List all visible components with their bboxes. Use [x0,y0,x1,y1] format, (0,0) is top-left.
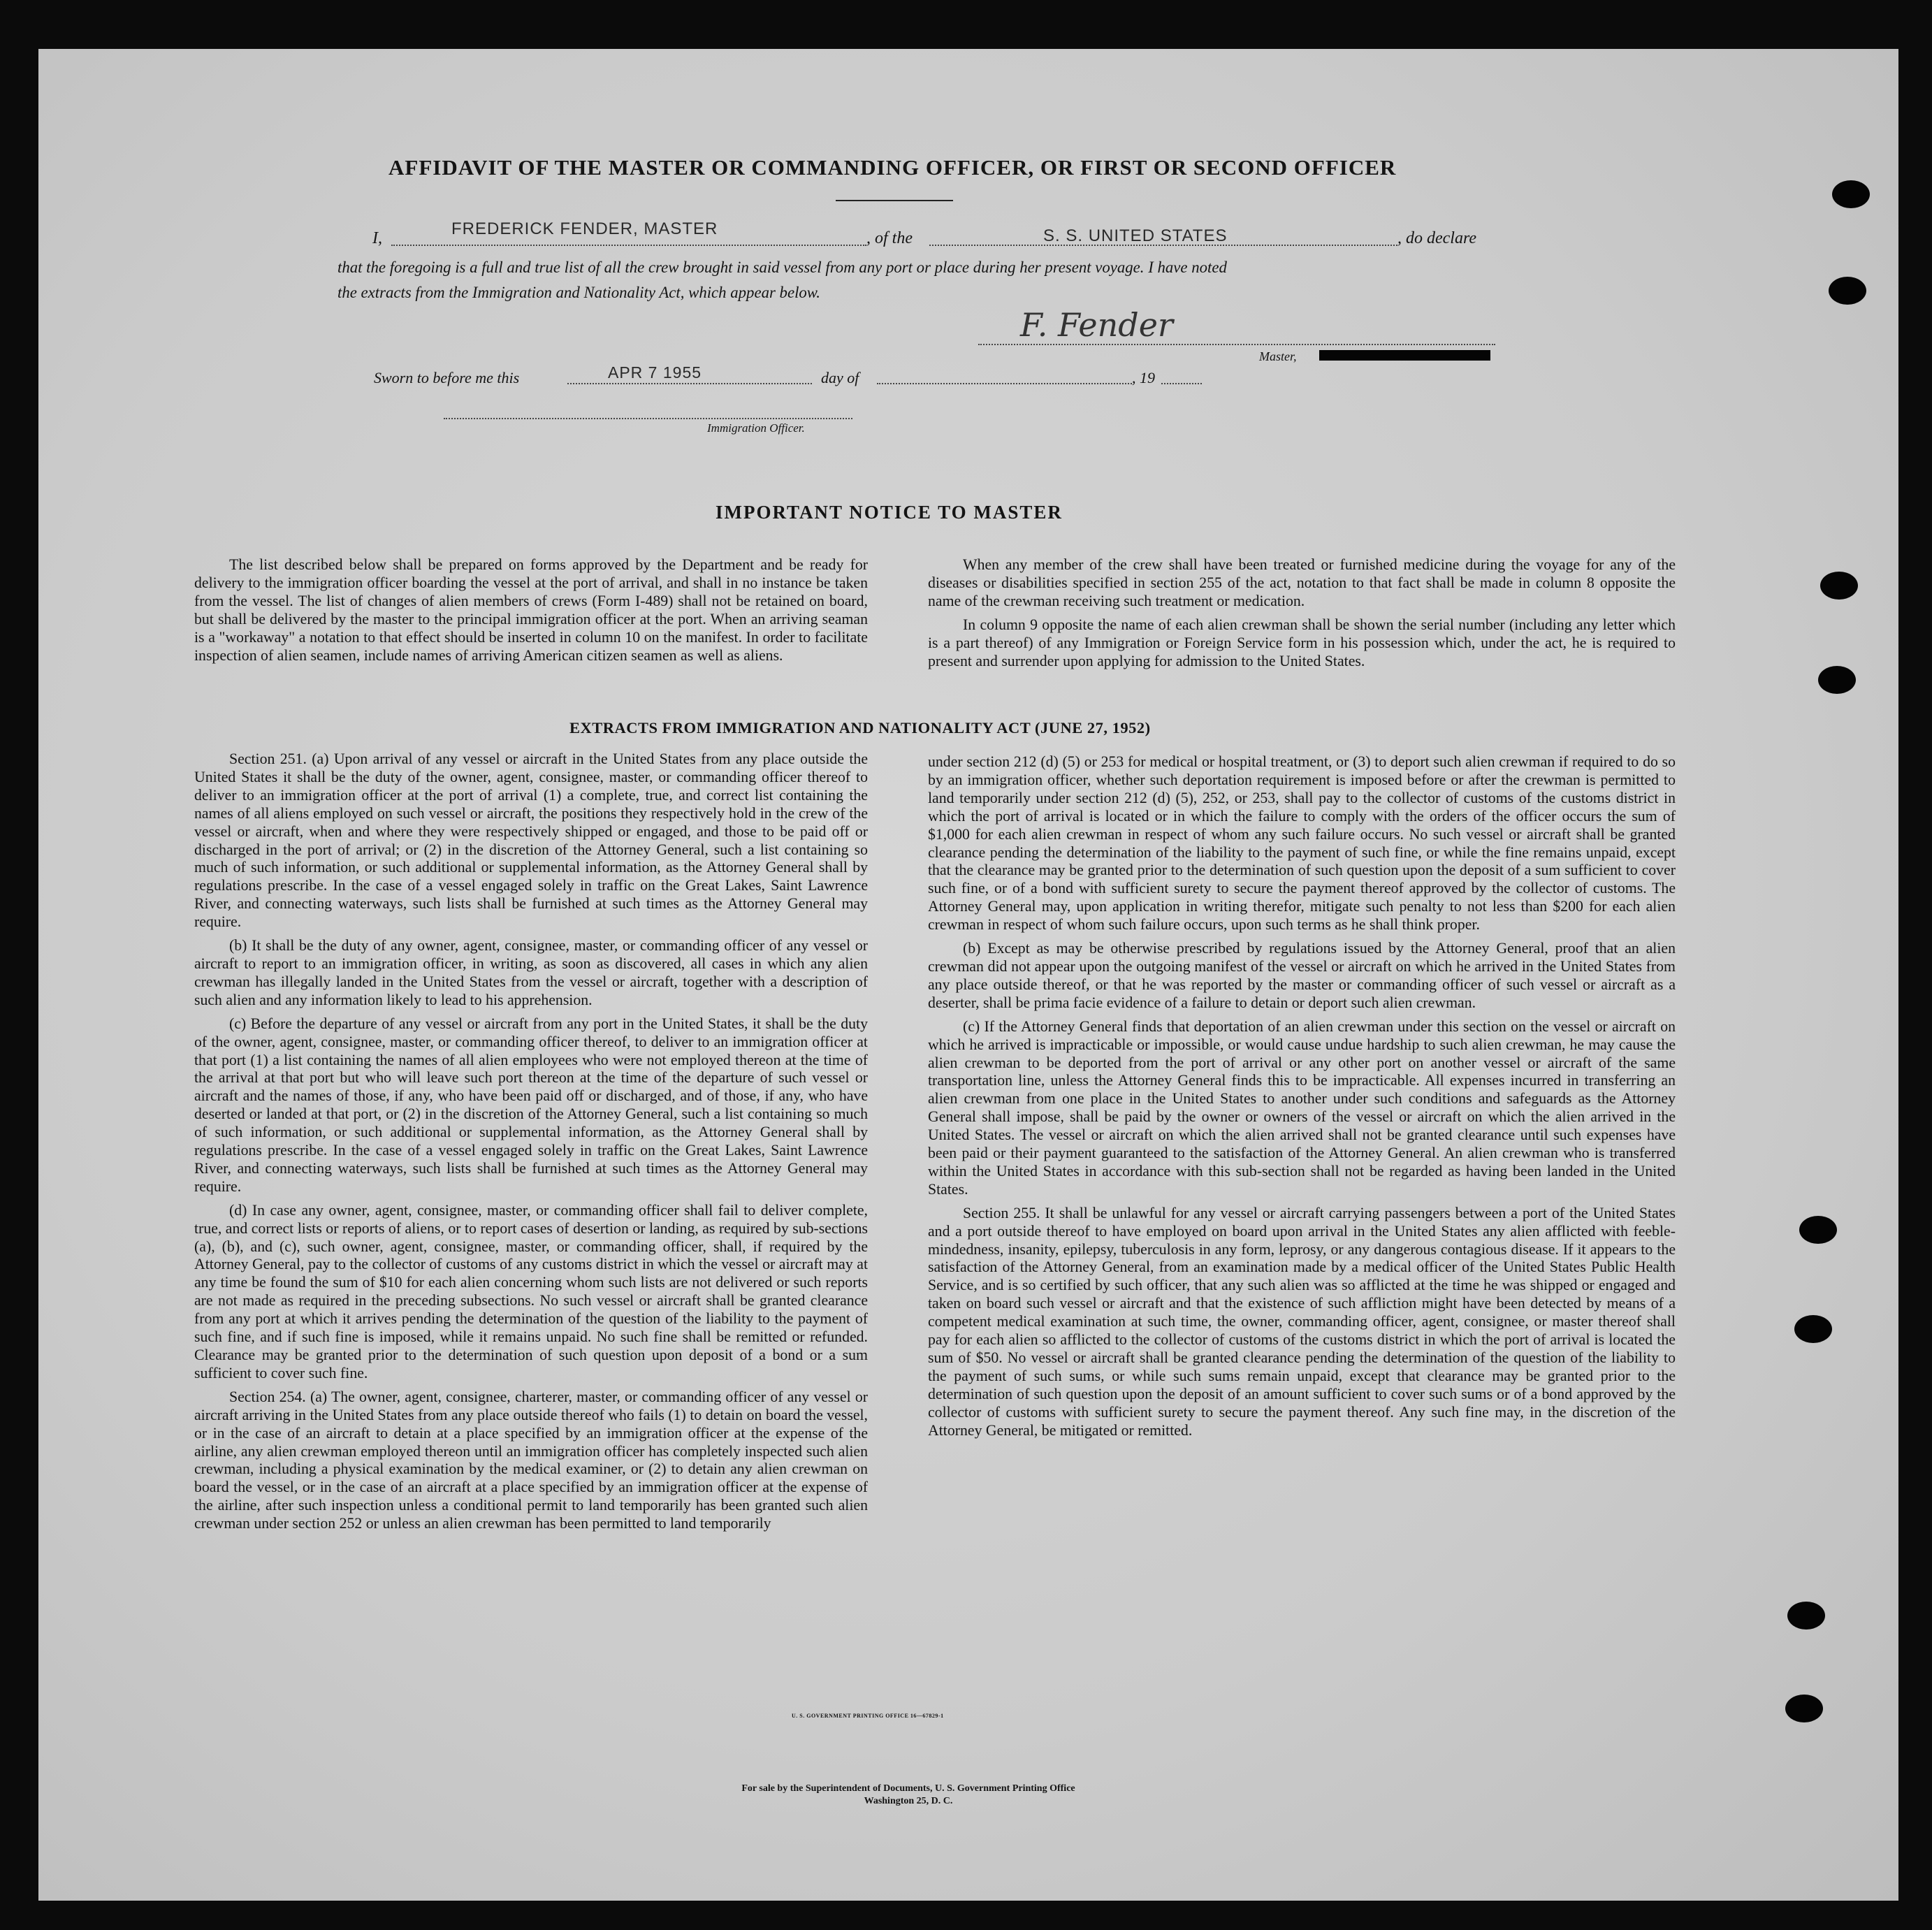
month-line [877,383,1132,384]
section-254-a-continued: under section 212 (d) (5) or 253 for medical or hospital treatment, or (3) to deport such alien crewman if required to do so by an immigration officer, whether such deportation requirement is imposed before or after the crewman is permitted to land temporarily under section 212 (d) (5), 252, or 253, shall pay to the collector of customs of the customs district in which the port of arrival is located or in which the failure to comply with the orders of the officer occurs the sum of $1,000 for each alien crewman in respect of whom any such failure occurs. No such vessel or aircraft shall be granted clearance pending the determination of the liability to the payment of such fine, or while the fine remains unpaid, except that the clearance may be granted prior to the determination of such question upon the deposit of a sum sufficient to cover such fine, or of a bond with sufficient surety to secure the payment thereof approved by the collector of customs. The Attorney General may, upon application in writing therefor, mitigate such penalty to not less than $200 for each alien crewman in respect of whom such failure occurs, upon such terms as he shall think proper. [928,753,1676,934]
section-251-c: (c) Before the departure of any vessel or aircraft from any port in the United States, it shall be the duty of the owner, agent, consignee, master, or commanding officer thereof, to deliver to an immigration officer at that port (1) a list containing the names of all alien employees who were not employed thereon at the time of the arrival at that port but who will leave such port thereon at the time of the departure of such vessel or aircraft and the names of those, if any, who have been paid off or discharged, and of those, if any, who have deserted or landed at that port, or (2) in the discretion of the Attorney General, such a list containing so much of such information, or such additional or supplemental information, as the Attorney General shall by regulations prescribe. In the case of a vessel engaged solely in traffic on the Great Lakes, Saint Lawrence River, and connecting waterways, such lists shall be furnished at such times as the Attorney General may require. [194,1015,868,1195]
section-251-b: (b) It shall be the duty of any owner, agent, consignee, master, or commanding officer of any vessel or aircraft to report to an immigration officer, in writing, as soon as discovered, all cases in which any alien crewman has illegally landed in the United States from the vessel or aircraft, together with a description of such alien and any information likely to lead to his apprehension. [194,937,868,1008]
redaction-bar [1319,350,1490,361]
notice-right-text-1: When any member of the crew shall have been treated or furnished medicine during the voyage for any of the diseases or disabilities specified in section 255 of the act, notation to that fact shall be made in column 8 opposite the name of the crewman receiving such treatment or medication. [928,556,1676,609]
punch-hole [1785,1695,1823,1722]
sworn-label: Sworn to before me this [374,369,520,386]
extracts-right-column [928,753,1676,1446]
name-line [391,245,866,246]
master-name-value: FREDERICK FENDER, MASTER [451,219,718,238]
vessel-name-value: S. S. UNITED STATES [1043,226,1228,245]
master-signature: F. Fender [1020,306,1173,344]
punch-hole [1787,1602,1825,1630]
punch-hole [1832,180,1870,208]
extracts-left-column [194,750,868,1539]
declaration-line-2: that the foregoing is a full and true list of all the crew brought in said vessel from any port or place during her present voyage. I have noted [337,259,1227,276]
extracts-heading: EXTRACTS FROM IMMIGRATION AND NATIONALITY ACT (JUNE 27, 1952) [569,719,1151,737]
section-254-a: Section 254. (a) The owner, agent, consignee, charterer, master, or commanding officer of any vessel or aircraft arriving in the United States from any place outside thereof who fails (1) to detain on board the vessel, or in the case of an aircraft to detain at a place specified by an immigration officer at the expense of the airline, any alien crewman employed thereon until an immigration officer has completely inspected such alien crewman, including a physical examination by the medical examiner, or (2) to detain any alien crewman on board the vessel, or in the case of an aircraft at a place specified by an immigration officer at the expense of the airline, after such inspection unless a conditional permit to land temporarily has been granted such alien crewman under section 252 or unless an alien crewman has been permitted to land temporarily [194,1388,868,1532]
year-label: , 19 [1132,369,1155,386]
punch-hole [1818,666,1856,694]
punch-hole [1829,277,1866,305]
signature-line [978,344,1495,345]
title-rule [836,200,953,201]
day-of-label: day of [821,369,859,386]
year-line [1161,383,1202,384]
section-254-b: (b) Except as may be otherwise prescribed by regulations issued by the Attorney General, proof that an alien crewman did not appear upon the outgoing manifest of the vessel or aircraft on which he arrived in the United States from any place outside thereof, or that he was reported by the master or commanding officer of such vessel or aircraft as a deserter, shall be prima facie evidence of a failure to detain or deport such alien crewman. [928,940,1676,1011]
punch-hole [1799,1216,1837,1244]
notice-left-text: The list described below shall be prepared on forms approved by the Department and be ready for delivery to the immigration officer boarding the vessel at the port of arrival, and shall in no instance be taken from the vessel. The list of changes of alien members of crews (Form I-489) shall not be retained on board, but shall be delivered by the master to the principal immigration officer at the port. When an arriving seaman is a "workaway" a notation to that effect should be inserted in column 10 on the manifest. In order to facilitate inspection of alien seamen, include names of arriving American citizen seamen as well as aliens. [194,556,868,664]
notice-left-column [194,556,868,670]
immigration-officer-label: Immigration Officer. [707,421,805,435]
notice-right-text-2: In column 9 opposite the name of each alien crewman shall be shown the serial number (including any letter which is a part thereof) of any Immigration or Foreign Service form in his possession which, under the act, he is required to present and surrender upon applying for admission to the United States. [928,616,1676,669]
punch-hole [1794,1315,1832,1343]
section-251-d: (d) In case any owner, agent, consignee, master, or commanding officer shall fail to deliver complete, true, and correct lists or reports of aliens, or to report cases of desertion or landing, as required by sub-sections (a), (b), and (c), such owner, agent, consignee, master, or commanding officer, shall, if required by the Attorney General, pay to the collector of customs of any customs district in which the vessel or aircraft may at any time be found the sum of $10 for each alien concerning whom such lists are not delivered or such reports are not made as required in the preceding subsections. No such vessel or aircraft shall be granted clearance from any port at which it arrives pending the determination of the question of the liability to the payment of such fine, and if such fine is imposed, while it remains unpaid. No such fine shall be remitted or refunded. Clearance may be granted prior to the determination of such question upon deposit of a bond or a sum sufficient to cover such fine. [194,1201,868,1381]
section-254-c: (c) If the Attorney General finds that deportation of an alien crewman under this section on the vessel or aircraft on which he arrived is impracticable or impossible, or would cause undue hardship to such alien crewman, he may cause the alien crewman to be deported from the port of arrival or any other port on another vessel or aircraft of the same transportation line, unless the Attorney General finds this to be impracticable. All expenses incurred in transferring an alien crewman from one place in the United States to another under such conditions and safeguards as the Attorney General shall impose, shall be paid by the owner or owners of the vessel or aircraft on which the alien arrived in the United States. The vessel or aircraft on which the alien arrived shall not be granted clearance until such expenses have been paid or their payment guaranteed to the satisfaction of the Attorney General. An alien crewman who is transferred within the United States in accordance with this sub-section shall not be regarded as having been landed in the United States. [928,1017,1676,1198]
section-251-a: Section 251. (a) Upon arrival of any vessel or aircraft in the United States from any place outside the United States it shall be the duty of the owner, agent, consignee, master, or commanding officer thereof to deliver to an immigration officer at the port of arrival (1) a complete, true, and correct list containing the names of all aliens employed on such vessel or aircraft, the positions they respectively hold in the crew of the vessel or aircraft, when and where they were respectively shipped or engaged, and those to be paid off or discharged in the port of arrival; or (2) in the discretion of the Attorney General, such a list containing so much of such information, or such additional or supplemental information, as the Attorney General shall by regulations prescribe. In the case of a vessel engaged solely in traffic on the Great Lakes, Saint Lawrence River, and connecting waterways, such lists shall be furnished at such times as the Attorney General may require. [194,750,868,931]
of-the-label: , of the [866,229,913,247]
declaration-line-3: the extracts from the Immigration and Nationality Act, which appear below. [337,284,821,301]
master-label: Master, [1259,349,1297,363]
notice-heading: IMPORTANT NOTICE TO MASTER [716,502,1063,523]
footer-line-2: Washington 25, D. C. [864,1796,953,1806]
officer-signature-line [444,418,852,419]
footer-line-1: For sale by the Superintendent of Documents, U. S. Government Printing Office [741,1783,1075,1794]
sworn-date-line [567,383,812,384]
i-label: I, [372,229,382,247]
do-declare-label: , do declare [1397,229,1477,247]
section-255: Section 255. It shall be unlawful for any vessel or aircraft carrying passengers between a port of the United States and a port outside thereof to have employed on board upon arrival in the United States any alien afflicted with feeble-mindedness, insanity, epilepsy, tuberculosis in any form, leprosy, or any dangerous contagious disease. If it appears to the satisfaction of the Attorney General, from an examination made by a medical officer of the United States Public Health Service, and is so certified by such officer, that any such alien was so afflicted at the time he was shipped or engaged and taken on board such vessel or aircraft and that the existence of such affliction might have been detected by means of a competent medical examination at such time, the owner, commanding officer, agent, consignee, or master thereof shall pay for each alien so afflicted to the collector of customs of the customs district in which the port of arrival is located the sum of $50. No vessel or aircraft shall be granted clearance pending the determination of the question of the liability to the payment of such sums, or while such sums remain unpaid, except that clearance may be granted prior to the determination of such question upon the deposit of an amount sufficient to cover such sums or of a bond approved by the collector of customs with sufficient surety to secure the payment thereof. Any such fine may, in the discretion of the Attorney General, be mitigated or remitted. [928,1204,1676,1439]
punch-hole [1820,572,1858,600]
printer-mark: U. S. GOVERNMENT PRINTING OFFICE 16—67829-1 [792,1713,944,1719]
affidavit-title: AFFIDAVIT OF THE MASTER OR COMMANDING OFFICER, OR FIRST OR SECOND OFFICER [388,155,1397,180]
notice-right-column [928,556,1676,676]
sworn-date-value: APR 7 1955 [608,363,702,382]
